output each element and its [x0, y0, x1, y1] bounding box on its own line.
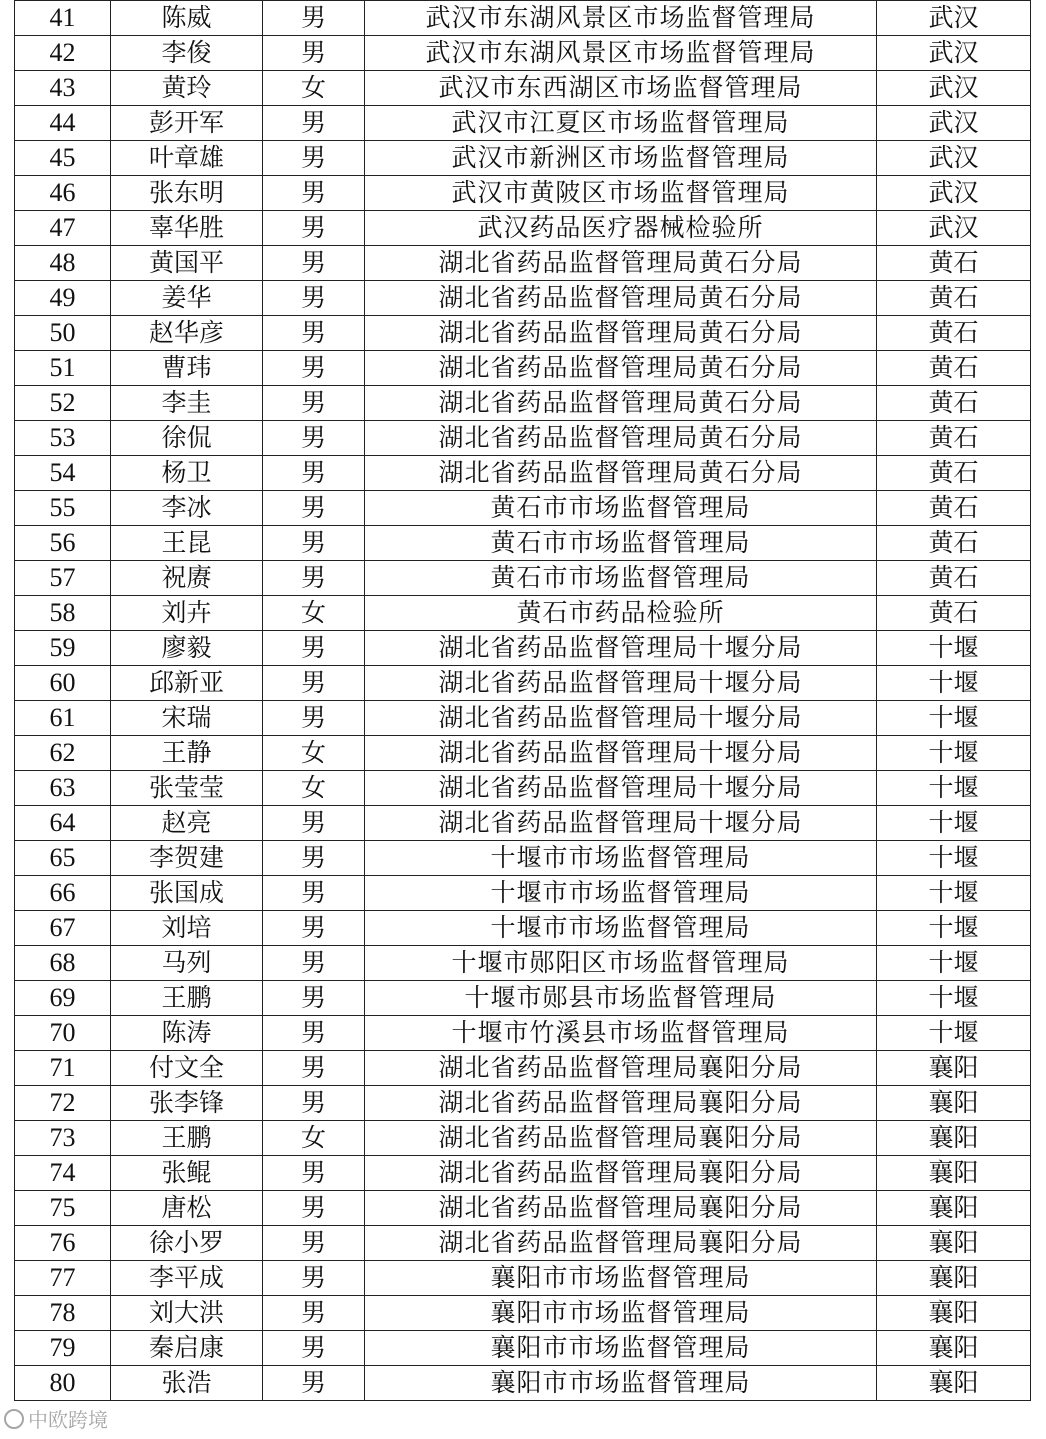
cell-name: 徐小罗	[111, 1226, 263, 1261]
cell-number: 44	[15, 106, 111, 141]
cell-gender: 男	[263, 316, 365, 351]
cell-organization: 湖北省药品监督管理局十堰分局	[365, 806, 877, 841]
cell-city: 襄阳	[877, 1226, 1031, 1261]
cell-name: 叶章雄	[111, 141, 263, 176]
cell-number: 56	[15, 526, 111, 561]
cell-gender: 男	[263, 1156, 365, 1191]
cell-name: 黄玲	[111, 71, 263, 106]
cell-number: 68	[15, 946, 111, 981]
cell-gender: 男	[263, 911, 365, 946]
cell-number: 63	[15, 771, 111, 806]
cell-city: 黄石	[877, 316, 1031, 351]
cell-gender: 男	[263, 1051, 365, 1086]
table-row	[15, 946, 1031, 981]
cell-number: 74	[15, 1156, 111, 1191]
cell-city: 十堰	[877, 631, 1031, 666]
watermark-text: 中欧跨境	[28, 1408, 108, 1432]
cell-city: 黄石	[877, 281, 1031, 316]
cell-gender: 男	[263, 211, 365, 246]
cell-number: 50	[15, 316, 111, 351]
cell-gender: 男	[263, 981, 365, 1016]
cell-number: 48	[15, 246, 111, 281]
table-row	[15, 316, 1031, 351]
cell-name: 黄国平	[111, 246, 263, 281]
cell-name: 辜华胜	[111, 211, 263, 246]
cell-organization: 湖北省药品监督管理局黄石分局	[365, 316, 877, 351]
cell-name: 王鹏	[111, 1121, 263, 1156]
cell-number: 59	[15, 631, 111, 666]
cell-number: 70	[15, 1016, 111, 1051]
table-row	[15, 981, 1031, 1016]
cell-number: 42	[15, 36, 111, 71]
cell-organization: 湖北省药品监督管理局襄阳分局	[365, 1051, 877, 1086]
cell-gender: 女	[263, 1121, 365, 1156]
cell-organization: 黄石市市场监督管理局	[365, 491, 877, 526]
cell-gender: 男	[263, 946, 365, 981]
cell-number: 60	[15, 666, 111, 701]
cell-name: 曹玮	[111, 351, 263, 386]
cell-name: 祝赓	[111, 561, 263, 596]
cell-city: 十堰	[877, 911, 1031, 946]
table-row	[15, 351, 1031, 386]
cell-gender: 男	[263, 1261, 365, 1296]
cell-organization: 黄石市市场监督管理局	[365, 526, 877, 561]
table-row	[15, 841, 1031, 876]
cell-name: 刘卉	[111, 596, 263, 631]
cell-name: 李冰	[111, 491, 263, 526]
cell-name: 秦启康	[111, 1331, 263, 1366]
cell-city: 十堰	[877, 946, 1031, 981]
table-body	[15, 1, 1031, 1401]
table-row	[15, 1, 1031, 36]
cell-number: 78	[15, 1296, 111, 1331]
table-row	[15, 1191, 1031, 1226]
cell-gender: 男	[263, 386, 365, 421]
cell-number: 52	[15, 386, 111, 421]
cell-gender: 男	[263, 351, 365, 386]
cell-organization: 襄阳市市场监督管理局	[365, 1366, 877, 1401]
cell-gender: 男	[263, 1366, 365, 1401]
cell-gender: 男	[263, 1016, 365, 1051]
cell-city: 黄石	[877, 561, 1031, 596]
cell-gender: 男	[263, 491, 365, 526]
cell-city: 十堰	[877, 771, 1031, 806]
cell-number: 51	[15, 351, 111, 386]
cell-gender: 男	[263, 281, 365, 316]
cell-number: 80	[15, 1366, 111, 1401]
cell-city: 黄石	[877, 351, 1031, 386]
cell-organization: 湖北省药品监督管理局黄石分局	[365, 351, 877, 386]
cell-name: 张国成	[111, 876, 263, 911]
cell-number: 73	[15, 1121, 111, 1156]
cell-city: 十堰	[877, 806, 1031, 841]
cell-name: 王昆	[111, 526, 263, 561]
table-row	[15, 246, 1031, 281]
cell-number: 65	[15, 841, 111, 876]
cell-gender: 男	[263, 421, 365, 456]
cell-name: 杨卫	[111, 456, 263, 491]
cell-organization: 黄石市市场监督管理局	[365, 561, 877, 596]
table-row	[15, 666, 1031, 701]
cell-gender: 女	[263, 71, 365, 106]
cell-gender: 男	[263, 666, 365, 701]
cell-organization: 十堰市市场监督管理局	[365, 841, 877, 876]
cell-organization: 十堰市市场监督管理局	[365, 876, 877, 911]
table-row	[15, 1086, 1031, 1121]
cell-number: 76	[15, 1226, 111, 1261]
cell-number: 72	[15, 1086, 111, 1121]
cell-name: 刘大洪	[111, 1296, 263, 1331]
cell-organization: 襄阳市市场监督管理局	[365, 1331, 877, 1366]
cell-name: 李贺建	[111, 841, 263, 876]
cell-name: 付文全	[111, 1051, 263, 1086]
table-row	[15, 1121, 1031, 1156]
cell-organization: 湖北省药品监督管理局襄阳分局	[365, 1226, 877, 1261]
cell-gender: 女	[263, 771, 365, 806]
cell-name: 陈威	[111, 1, 263, 36]
cell-city: 武汉	[877, 106, 1031, 141]
cell-name: 张浩	[111, 1366, 263, 1401]
cell-city: 襄阳	[877, 1121, 1031, 1156]
cell-name: 王静	[111, 736, 263, 771]
cell-city: 武汉	[877, 1, 1031, 36]
cell-city: 黄石	[877, 491, 1031, 526]
table-row	[15, 421, 1031, 456]
cell-gender: 男	[263, 456, 365, 491]
watermark-logo-icon	[4, 1409, 24, 1429]
cell-organization: 湖北省药品监督管理局襄阳分局	[365, 1086, 877, 1121]
cell-organization: 襄阳市市场监督管理局	[365, 1296, 877, 1331]
cell-name: 刘培	[111, 911, 263, 946]
table-row	[15, 106, 1031, 141]
table-row	[15, 911, 1031, 946]
cell-organization: 武汉药品医疗器械检验所	[365, 211, 877, 246]
cell-name: 邱新亚	[111, 666, 263, 701]
cell-organization: 武汉市江夏区市场监督管理局	[365, 106, 877, 141]
cell-city: 武汉	[877, 36, 1031, 71]
table-row	[15, 736, 1031, 771]
cell-gender: 男	[263, 1191, 365, 1226]
cell-gender: 男	[263, 561, 365, 596]
cell-city: 武汉	[877, 176, 1031, 211]
table-row	[15, 456, 1031, 491]
table-row	[15, 176, 1031, 211]
cell-city: 襄阳	[877, 1191, 1031, 1226]
cell-number: 66	[15, 876, 111, 911]
cell-gender: 男	[263, 876, 365, 911]
cell-city: 十堰	[877, 981, 1031, 1016]
table-row	[15, 1016, 1031, 1051]
table-row	[15, 1261, 1031, 1296]
cell-name: 张莹莹	[111, 771, 263, 806]
cell-name: 徐侃	[111, 421, 263, 456]
cell-organization: 武汉市东西湖区市场监督管理局	[365, 71, 877, 106]
cell-number: 79	[15, 1331, 111, 1366]
cell-organization: 湖北省药品监督管理局黄石分局	[365, 386, 877, 421]
cell-gender: 男	[263, 176, 365, 211]
cell-number: 77	[15, 1261, 111, 1296]
cell-organization: 武汉市黄陂区市场监督管理局	[365, 176, 877, 211]
cell-city: 襄阳	[877, 1331, 1031, 1366]
cell-organization: 湖北省药品监督管理局黄石分局	[365, 246, 877, 281]
cell-city: 十堰	[877, 841, 1031, 876]
cell-gender: 男	[263, 806, 365, 841]
cell-number: 43	[15, 71, 111, 106]
cell-name: 张东明	[111, 176, 263, 211]
table-row	[15, 561, 1031, 596]
cell-gender: 男	[263, 1086, 365, 1121]
cell-city: 武汉	[877, 71, 1031, 106]
cell-name: 唐松	[111, 1191, 263, 1226]
cell-organization: 十堰市郧阳区市场监督管理局	[365, 946, 877, 981]
cell-gender: 男	[263, 1331, 365, 1366]
table-row	[15, 771, 1031, 806]
cell-city: 襄阳	[877, 1051, 1031, 1086]
table-row	[15, 701, 1031, 736]
cell-organization: 湖北省药品监督管理局襄阳分局	[365, 1191, 877, 1226]
cell-number: 46	[15, 176, 111, 211]
cell-gender: 男	[263, 631, 365, 666]
cell-organization: 武汉市东湖风景区市场监督管理局	[365, 1, 877, 36]
cell-organization: 十堰市郧县市场监督管理局	[365, 981, 877, 1016]
cell-organization: 黄石市药品检验所	[365, 596, 877, 631]
cell-number: 58	[15, 596, 111, 631]
table-row	[15, 141, 1031, 176]
cell-number: 61	[15, 701, 111, 736]
cell-name: 陈涛	[111, 1016, 263, 1051]
personnel-table	[14, 0, 1031, 1401]
cell-number: 53	[15, 421, 111, 456]
table-row	[15, 491, 1031, 526]
cell-number: 57	[15, 561, 111, 596]
cell-city: 武汉	[877, 211, 1031, 246]
cell-organization: 襄阳市市场监督管理局	[365, 1261, 877, 1296]
cell-organization: 湖北省药品监督管理局十堰分局	[365, 701, 877, 736]
cell-gender: 男	[263, 106, 365, 141]
cell-city: 黄石	[877, 526, 1031, 561]
table-row	[15, 596, 1031, 631]
cell-number: 67	[15, 911, 111, 946]
cell-organization: 湖北省药品监督管理局黄石分局	[365, 281, 877, 316]
cell-organization: 湖北省药品监督管理局襄阳分局	[365, 1121, 877, 1156]
cell-city: 襄阳	[877, 1156, 1031, 1191]
watermark	[4, 1404, 108, 1433]
cell-name: 李俊	[111, 36, 263, 71]
cell-organization: 湖北省药品监督管理局十堰分局	[365, 771, 877, 806]
cell-name: 张李锋	[111, 1086, 263, 1121]
cell-gender: 男	[263, 1, 365, 36]
cell-number: 47	[15, 211, 111, 246]
cell-name: 李平成	[111, 1261, 263, 1296]
cell-gender: 女	[263, 596, 365, 631]
table-row	[15, 1156, 1031, 1191]
cell-number: 69	[15, 981, 111, 1016]
cell-organization: 湖北省药品监督管理局襄阳分局	[365, 1156, 877, 1191]
cell-name: 彭开军	[111, 106, 263, 141]
cell-city: 黄石	[877, 456, 1031, 491]
cell-number: 49	[15, 281, 111, 316]
table-row	[15, 1296, 1031, 1331]
cell-gender: 男	[263, 1296, 365, 1331]
cell-number: 75	[15, 1191, 111, 1226]
table-row	[15, 526, 1031, 561]
table-row	[15, 876, 1031, 911]
cell-name: 马列	[111, 946, 263, 981]
cell-city: 黄石	[877, 386, 1031, 421]
cell-name: 王鹏	[111, 981, 263, 1016]
cell-number: 45	[15, 141, 111, 176]
table-row	[15, 386, 1031, 421]
cell-number: 64	[15, 806, 111, 841]
cell-organization: 湖北省药品监督管理局十堰分局	[365, 736, 877, 771]
cell-city: 黄石	[877, 596, 1031, 631]
cell-number: 41	[15, 1, 111, 36]
cell-city: 十堰	[877, 666, 1031, 701]
cell-city: 十堰	[877, 1016, 1031, 1051]
cell-organization: 湖北省药品监督管理局十堰分局	[365, 631, 877, 666]
cell-name: 李圭	[111, 386, 263, 421]
table-row	[15, 1226, 1031, 1261]
cell-name: 赵亮	[111, 806, 263, 841]
cell-name: 赵华彦	[111, 316, 263, 351]
cell-number: 55	[15, 491, 111, 526]
cell-number: 54	[15, 456, 111, 491]
table-row	[15, 1051, 1031, 1086]
table-row	[15, 281, 1031, 316]
cell-organization: 十堰市市场监督管理局	[365, 911, 877, 946]
cell-number: 71	[15, 1051, 111, 1086]
cell-organization: 武汉市东湖风景区市场监督管理局	[365, 36, 877, 71]
cell-city: 黄石	[877, 421, 1031, 456]
cell-city: 十堰	[877, 701, 1031, 736]
cell-name: 张鲲	[111, 1156, 263, 1191]
cell-gender: 男	[263, 246, 365, 281]
cell-gender: 男	[263, 141, 365, 176]
cell-organization: 武汉市新洲区市场监督管理局	[365, 141, 877, 176]
cell-organization: 湖北省药品监督管理局黄石分局	[365, 421, 877, 456]
cell-gender: 男	[263, 526, 365, 561]
cell-number: 62	[15, 736, 111, 771]
cell-city: 十堰	[877, 876, 1031, 911]
cell-name: 宋瑞	[111, 701, 263, 736]
cell-name: 姜华	[111, 281, 263, 316]
cell-organization: 十堰市竹溪县市场监督管理局	[365, 1016, 877, 1051]
cell-city: 武汉	[877, 141, 1031, 176]
table-row	[15, 71, 1031, 106]
cell-city: 襄阳	[877, 1261, 1031, 1296]
table-row	[15, 211, 1031, 246]
table-row	[15, 1366, 1031, 1401]
cell-gender: 男	[263, 36, 365, 71]
cell-city: 襄阳	[877, 1366, 1031, 1401]
cell-city: 襄阳	[877, 1296, 1031, 1331]
table-row	[15, 631, 1031, 666]
cell-organization: 湖北省药品监督管理局黄石分局	[365, 456, 877, 491]
cell-city: 十堰	[877, 736, 1031, 771]
cell-gender: 男	[263, 701, 365, 736]
table-row	[15, 36, 1031, 71]
cell-city: 黄石	[877, 246, 1031, 281]
table-row	[15, 1331, 1031, 1366]
cell-gender: 女	[263, 736, 365, 771]
cell-gender: 男	[263, 1226, 365, 1261]
cell-organization: 湖北省药品监督管理局十堰分局	[365, 666, 877, 701]
cell-city: 襄阳	[877, 1086, 1031, 1121]
cell-name: 廖毅	[111, 631, 263, 666]
table-row	[15, 806, 1031, 841]
cell-gender: 男	[263, 841, 365, 876]
